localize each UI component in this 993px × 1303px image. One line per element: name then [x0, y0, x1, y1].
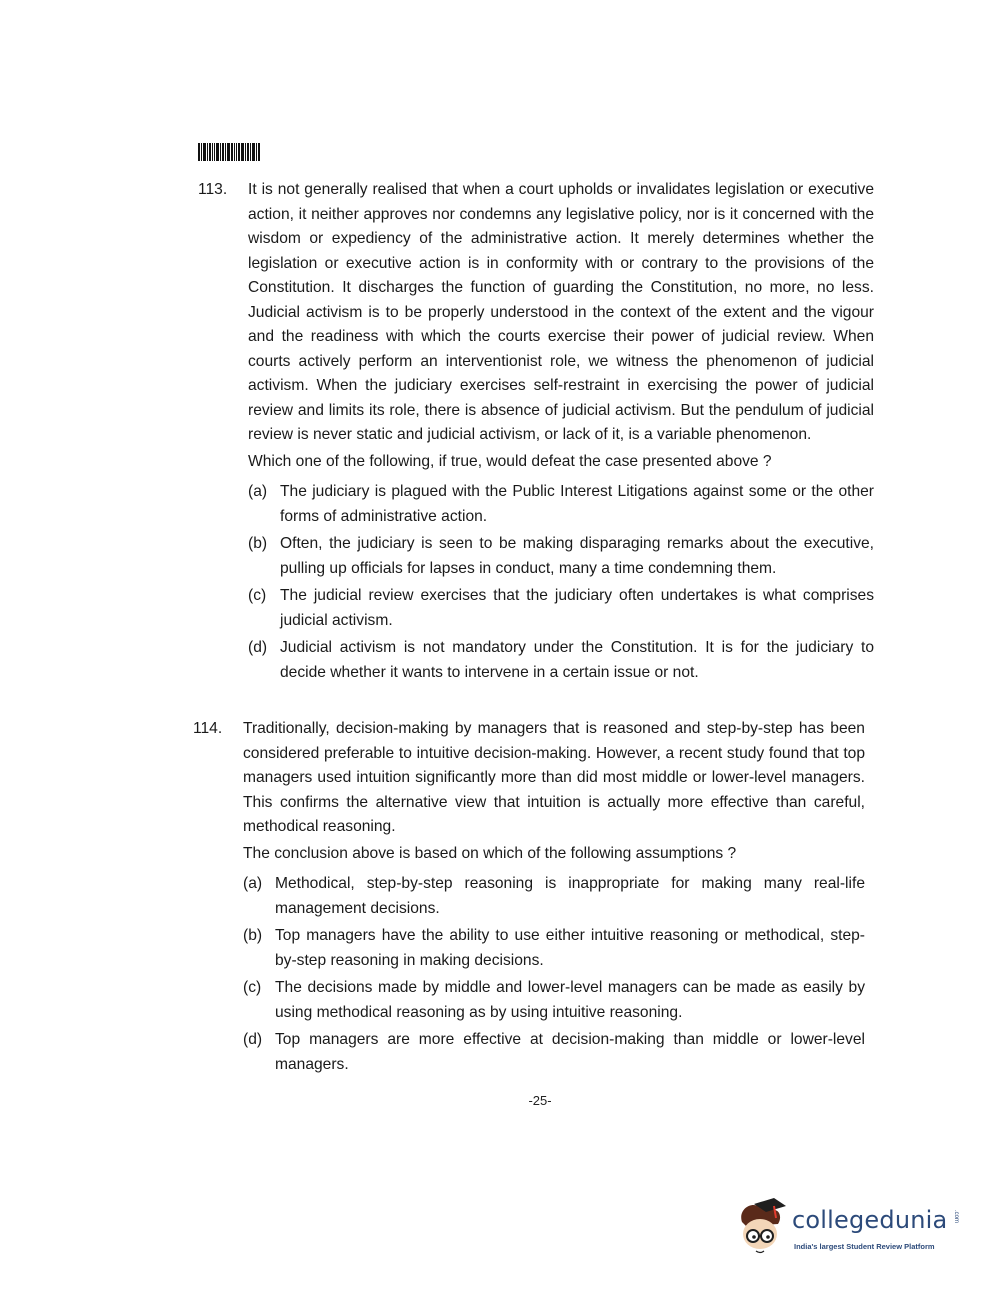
option-d: [243, 1028, 865, 1077]
option-label: (b): [243, 927, 263, 944]
option-text: Often, the judiciary is seen to be making disparaging remarks about the executive, pulling up officials for lapses in conduct, many a time condemning them.: [280, 535, 874, 577]
option-b: [243, 924, 865, 973]
option-b: [248, 532, 874, 581]
option-label: (a): [243, 875, 263, 892]
options-list: [248, 480, 874, 685]
brand-name: collegedunia: [792, 1206, 948, 1234]
option-d: [248, 636, 874, 685]
option-a: [243, 872, 865, 921]
option-label: (b): [248, 535, 268, 552]
option-label: (c): [243, 979, 262, 996]
question-113: [198, 178, 874, 685]
option-label: (c): [248, 587, 267, 604]
question-prompt: The conclusion above is based on which of the following assumptions ?: [243, 844, 737, 862]
option-text: The decisions made by middle and lower-level managers can be made as easily by using methodical reasoning as by using intuitive reasoning.: [275, 979, 865, 1021]
brand-suffix: .com: [953, 1210, 959, 1224]
brand-tagline: India's largest Student Review Platform: [794, 1242, 935, 1251]
page-number: -25-: [528, 1093, 552, 1108]
question-prompt: Which one of the following, if true, would defeat the case presented above ?: [248, 452, 772, 470]
option-c: [248, 584, 874, 633]
option-label: (d): [248, 639, 268, 656]
option-text: Top managers have the ability to use either intuitive reasoning or methodical, step-by-step reasoning in making decisions.: [275, 927, 865, 969]
option-text: Top managers are more effective at decision-making than middle or lower-level managers.: [275, 1031, 865, 1073]
option-c: [243, 976, 865, 1025]
collegedunia-logo: [736, 1196, 961, 1266]
barcode-image: [198, 143, 266, 161]
question-114: [193, 717, 865, 1077]
option-label: (a): [248, 483, 268, 500]
question-number: 113.: [198, 181, 228, 198]
question-stem: It is not generally realised that when a court upholds or invalidates legislation or executive action, it neither approves nor condemns any legislative policy, nor is it concerned with the wisdom or expediency of the administrative action. It merely determines whether the legislation or executive action is in conformity with or contrary to the provisions of the Constitution. It discharges the function of guarding the Constitution, no more, no less. Judicial activism is to be properly understood in the context of the extent and the vigour and the readiness with which the courts exercise their power of judicial review. When courts actively perform an interventionist role, we witness the phenomenon of judicial activism. When the judiciary exercises self-restraint in exercising the power of judicial review and limits its role, there is absence of judicial activism. But the pendulum of judicial review is never static and judicial activism, or lack of it, is a variable phenomenon.: [248, 181, 874, 443]
question-number: 114.: [193, 720, 223, 737]
question-stem: Traditionally, decision-making by managers that is reasoned and step-by-step has been considered preferable to intuitive decision-making. However, a recent study found that top managers used intuition significantly more than did most middle or lower-level managers. This confirms the alternative view that intuition is actually more effective than careful, methodical reasoning.: [243, 720, 865, 835]
option-text: The judiciary is plagued with the Public Interest Litigations against some or the other forms of administrative action.: [280, 483, 874, 525]
options-list: [243, 872, 865, 1077]
option-a: [248, 480, 874, 529]
option-text: Judicial activism is not mandatory under the Constitution. It is for the judiciary to decide whether it wants to intervene in a certain issue or not.: [280, 639, 874, 681]
option-text: Methodical, step-by-step reasoning is inappropriate for making many real-life management decisions.: [275, 875, 865, 917]
option-text: The judicial review exercises that the judiciary often undertakes is what comprises judicial activism.: [280, 587, 874, 629]
option-label: (d): [243, 1031, 263, 1048]
mascot-icon: [736, 1196, 788, 1258]
